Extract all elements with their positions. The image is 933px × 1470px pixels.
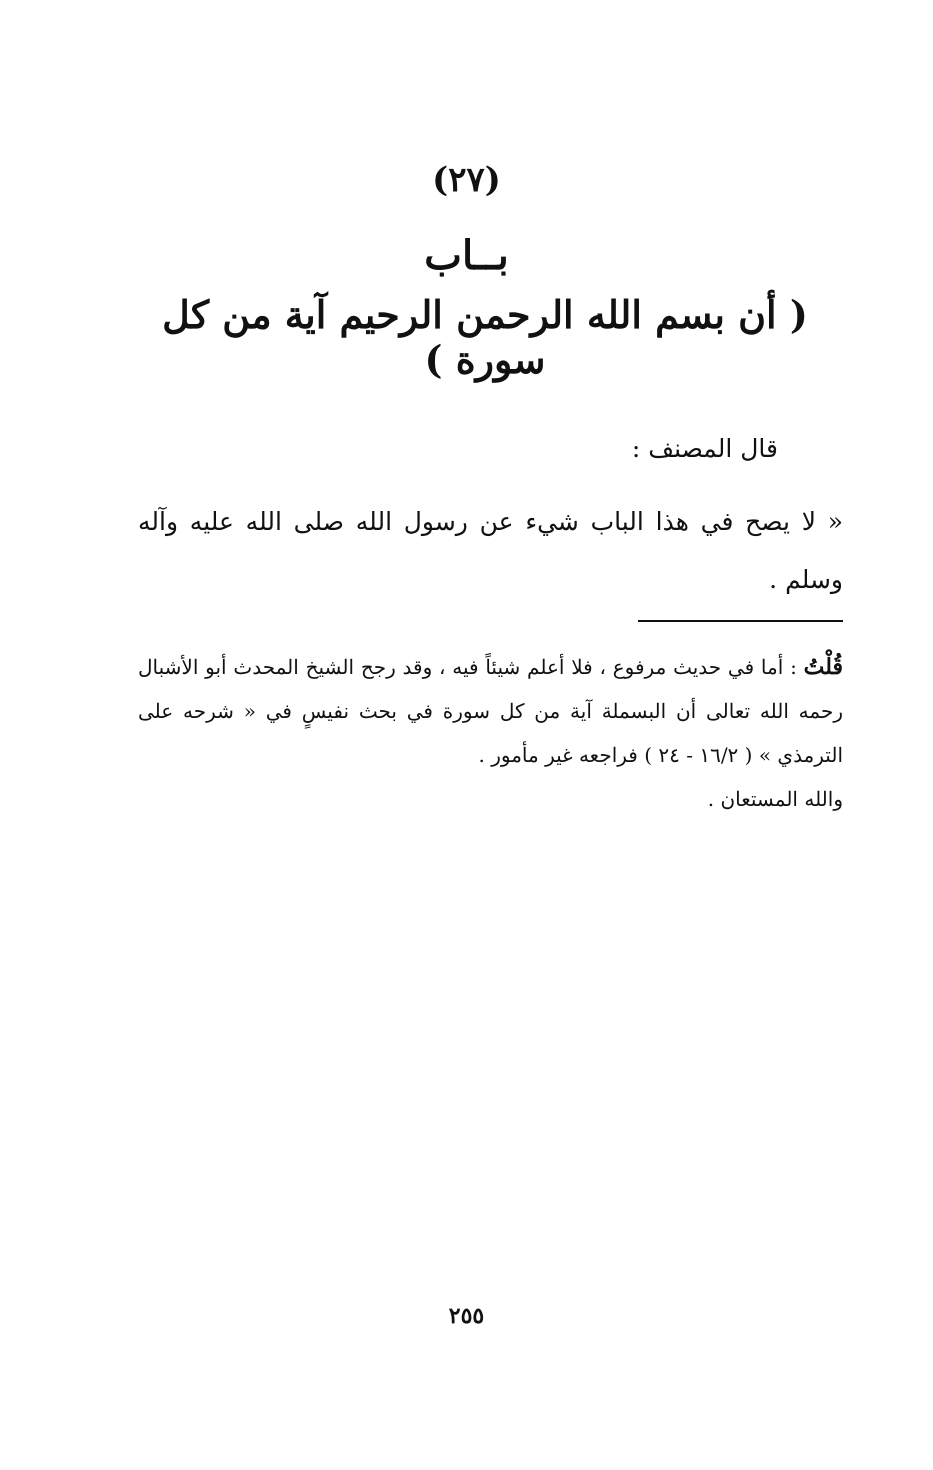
author-quote: « لا يصح في هذا الباب شيء عن رسول الله صلى الله عليه وآله وسلم . <box>138 507 843 594</box>
author-label: قال المصنف : <box>631 434 778 463</box>
footnote <box>138 645 843 821</box>
footnote-closing: والله المستعان . <box>707 787 843 811</box>
page-number: ٢٥٥ <box>448 1303 485 1329</box>
chapter-heading: بــاب <box>424 232 509 279</box>
footnote-divider <box>638 620 843 622</box>
footnote-lead: قُلْتُ <box>803 654 843 680</box>
footnote-text: : أما في حديث مرفوع ، فلا أعلم شيئاً فيه ، وقد رجح الشيخ المحدث أبو الأشبال رحمه الله تعالى أن البسملة آية من كل سورة في بحث نفيسٍ في « شرحه على الترمذي » ( ١٦/٢ - ٢٤ ) فراجعه غير مأمور . <box>138 655 843 767</box>
chapter-number: (٢٧) <box>432 160 501 200</box>
chapter-title: ( أن بسم الله الرحمن الرحيم آية من كل سورة ) <box>162 292 808 382</box>
footnote-paragraph <box>138 645 843 777</box>
